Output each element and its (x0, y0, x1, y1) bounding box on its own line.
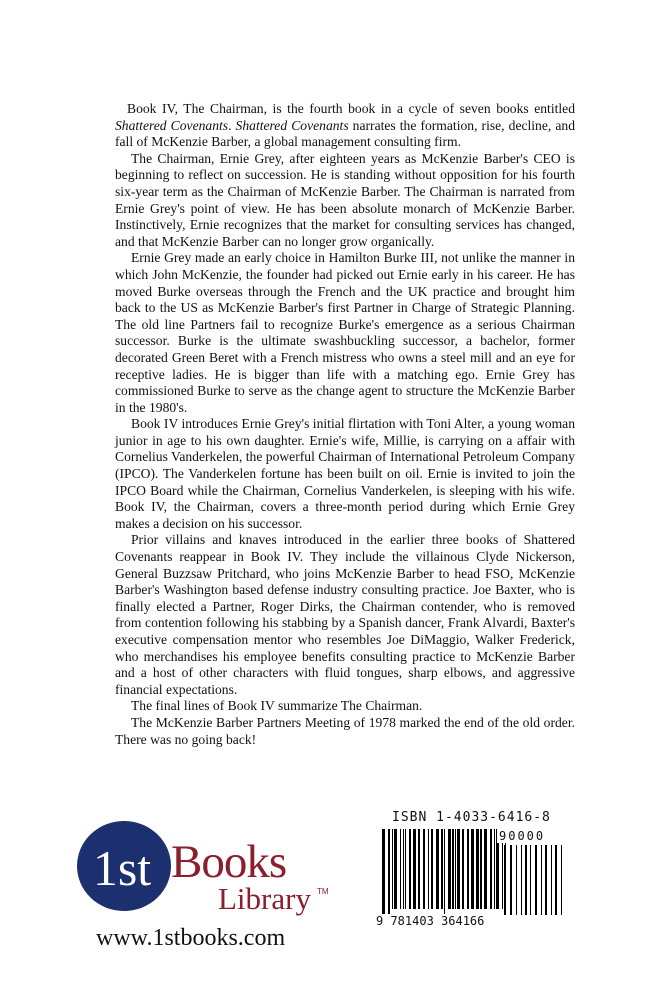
trademark-mark: TM (317, 887, 329, 896)
isbn-label: ISBN 1-4033-6416-8 (392, 810, 551, 825)
barcode-digits: 9 781403 364166 (376, 914, 485, 928)
series-title: Shattered Covenants (115, 117, 229, 133)
blurb-paragraph-5: Prior villains and knaves introduced in the earlier three books of Shattered Covenants reappear in Book IV. They include the villainous Clyde Nickerson, General Buzzsaw Pritchard, who joins McKenzie Barber to head FSO, McKenzie Barber's Washington based defense industry consulting practice. Joe Baxter, who is finally elected a Partner, Roger Dirks, the Chairman contender, who is removed from contention following his stabbing by a Spanish dancer, Frank Alvardi, Baxter's executive compensation mentor who resembles Joe DiMaggio, Walker Frederick, who merchandises his employee benefits consulting practice to McKenzie Barber and a host of other characters with fluid tongues, sharp elbows, and aggressive financial expectations. (115, 532, 575, 697)
blurb-paragraph-2: The Chairman, Ernie Grey, after eighteen years as McKenzie Barber's CEO is beginning to reflect on succession. He is standing without opposition for his fourth six-year term as the Chairman of McKenzie Barber. The Chairman is narrated from Ernie Grey's point of view. He has been absolute monarch of McKenzie Barber. Instinctively, Ernie recognizes that the market for consulting services has changed, and that McKenzie Barber can no longer grow organically. (115, 150, 575, 249)
logo-circle-icon (76, 819, 186, 914)
blurb-paragraph-3: Ernie Grey made an early choice in Hamilton Burke III, not unlike the manner in which John McKenzie, the founder had picked out Ernie early in his career. He has moved Burke overseas through the French and the UK practice and brought him back to the US as McKenzie Barber's first Partner in Charge of Strategic Planning. The old line Partners fail to recognize Burke's emergence as a serious Chairman successor. Burke is the ultimate swashbuckling successor, a bachelor, former decorated Green Beret with a French mistress who owns a steel mill and an eye for receptive ladies. He is bigger than life with a matching ego. Ernie Grey has commissioned Burke to serve as the change agent to structure the McKenzie Barber in the 1980's. (115, 250, 575, 415)
publisher-website: www.1stbooks.com (96, 925, 286, 951)
logo-word: Books (171, 836, 287, 888)
back-cover-blurb (115, 101, 575, 748)
series-title: Shattered Covenants (235, 117, 349, 133)
publisher-logo (76, 819, 329, 919)
blurb-paragraph-4: Book IV introduces Ernie Grey's initial flirtation with Toni Alter, a young woman junior in age to his own daughter. Ernie's wife, Millie, is carrying on a affair with Cornelius Vanderkelen, the powerful Chairman of International Petroleum Company (IPCO). The Vanderkelen fortune has been built on oil. Ernie is invited to join the IPCO Board while the Chairman, Cornelius Vanderkelen, is sleeping with his wife. Book IV, the Chairman, covers a three-month period during which Ernie Grey makes a decision on his successor. (115, 416, 575, 531)
isbn-barcode (376, 810, 566, 930)
blurb-paragraph-7: The McKenzie Barber Partners Meeting of 1978 marked the end of the old order. There was no going back! (115, 714, 575, 747)
blurb-paragraph-1: Book IV, The Chairman, is the fourth book in a cycle of seven books entitled Shattered Covenants. Shattered Covenants narrates the formation, rise, decline, and fall of McKenzie Barber, a global management consulting firm. (115, 101, 575, 150)
logo-subword: Library (218, 881, 311, 916)
blurb-paragraph-6: The final lines of Book IV summarize The Chairman. (131, 698, 423, 714)
logo-circle-text: 1st (92, 840, 152, 896)
price-code: 90000 (499, 829, 546, 843)
